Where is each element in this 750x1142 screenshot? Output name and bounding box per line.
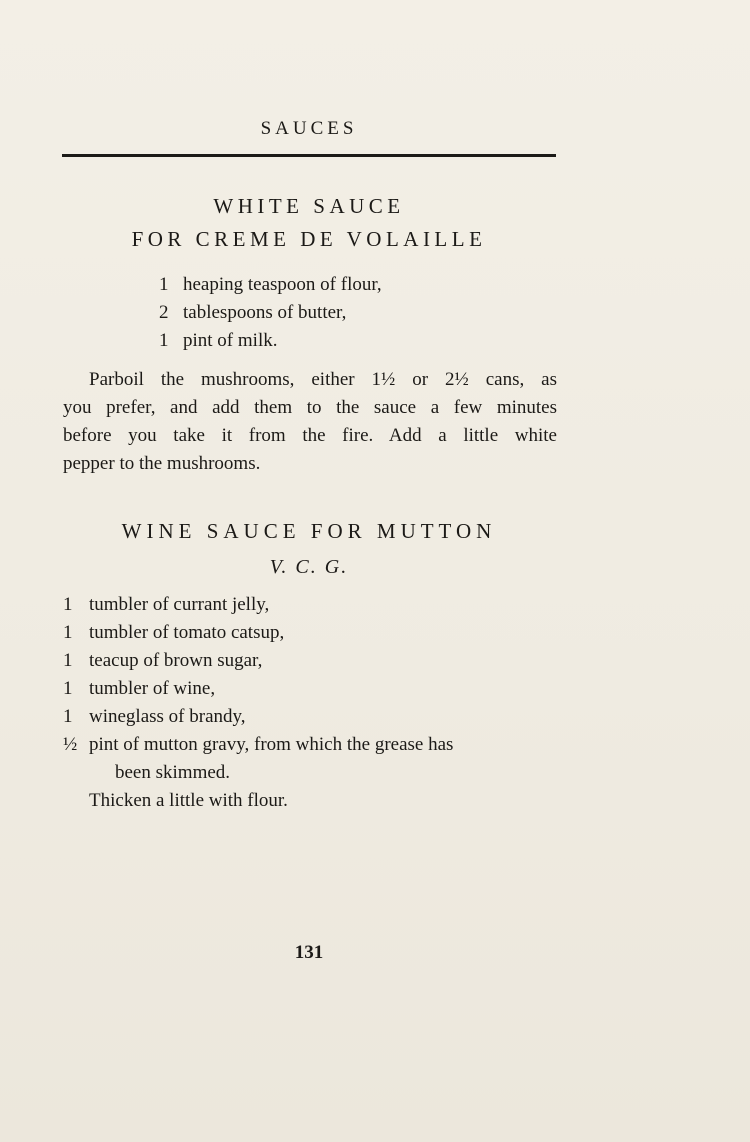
wine-sauce-ingredients xyxy=(63,591,557,815)
section-title-white-sauce: WHITE SAUCE xyxy=(213,194,405,218)
ingredient-line xyxy=(63,731,557,759)
page-number: 131 xyxy=(294,942,324,963)
ingredient-text: tumbler of tomato catsup, xyxy=(89,622,285,643)
ingredient-text: tablespoons of butter, xyxy=(183,302,347,323)
ingredient-qty: 1 xyxy=(63,678,73,699)
recipe-attribution: V. C. G. xyxy=(269,556,349,578)
paragraph-line: Parboil the mushrooms, either 1½ or 2½ cans, as xyxy=(89,369,557,390)
ingredient-qty: 1 xyxy=(63,594,73,615)
ingredient-qty: 1 xyxy=(159,330,169,351)
section-title-wine-sauce: WINE SAUCE FOR MUTTON xyxy=(121,519,497,543)
ingredient-qty: 1 xyxy=(63,650,73,671)
ingredient-text: tumbler of wine, xyxy=(89,678,216,699)
ingredient-text: wineglass of brandy, xyxy=(89,706,246,727)
ingredient-qty: ½ xyxy=(63,734,78,755)
ingredient-line xyxy=(63,675,557,703)
ingredient-line xyxy=(63,647,557,675)
ingredient-text: teacup of brown sugar, xyxy=(89,650,263,671)
closing-instruction: Thicken a little with flour. xyxy=(89,790,288,811)
ingredient-text: tumbler of currant jelly, xyxy=(89,594,270,615)
ingredient-qty: 2 xyxy=(159,302,169,323)
ingredient-line xyxy=(159,271,382,299)
paragraph-line: before you take it from the fire. Add a little white xyxy=(63,425,557,446)
ingredient-qty: 1 xyxy=(159,274,169,295)
paragraph-line: you prefer, and add them to the sauce a few minutes xyxy=(63,397,557,418)
ingredient-text: pint of mutton gravy, from which the grease has xyxy=(89,734,454,755)
paragraph-line: pepper to the mushrooms. xyxy=(63,453,261,474)
section-subtitle-creme-de-volaille: FOR CREME DE VOLAILLE xyxy=(131,227,487,251)
ingredient-continuation: been skimmed. xyxy=(115,762,231,783)
ingredient-text: pint of milk. xyxy=(183,330,278,351)
ingredient-qty: 1 xyxy=(63,622,73,643)
white-sauce-ingredients xyxy=(159,271,382,355)
ingredient-text: heaping teaspoon of flour, xyxy=(183,274,382,295)
ingredient-line xyxy=(63,619,557,647)
ingredient-line xyxy=(63,591,557,619)
header-rule xyxy=(62,154,556,157)
ingredient-line xyxy=(63,703,557,731)
white-sauce-instructions xyxy=(63,366,557,478)
ingredient-qty: 1 xyxy=(63,706,73,727)
ingredient-line xyxy=(159,299,382,327)
ingredient-line xyxy=(159,327,382,355)
running-head: SAUCES xyxy=(260,118,358,139)
